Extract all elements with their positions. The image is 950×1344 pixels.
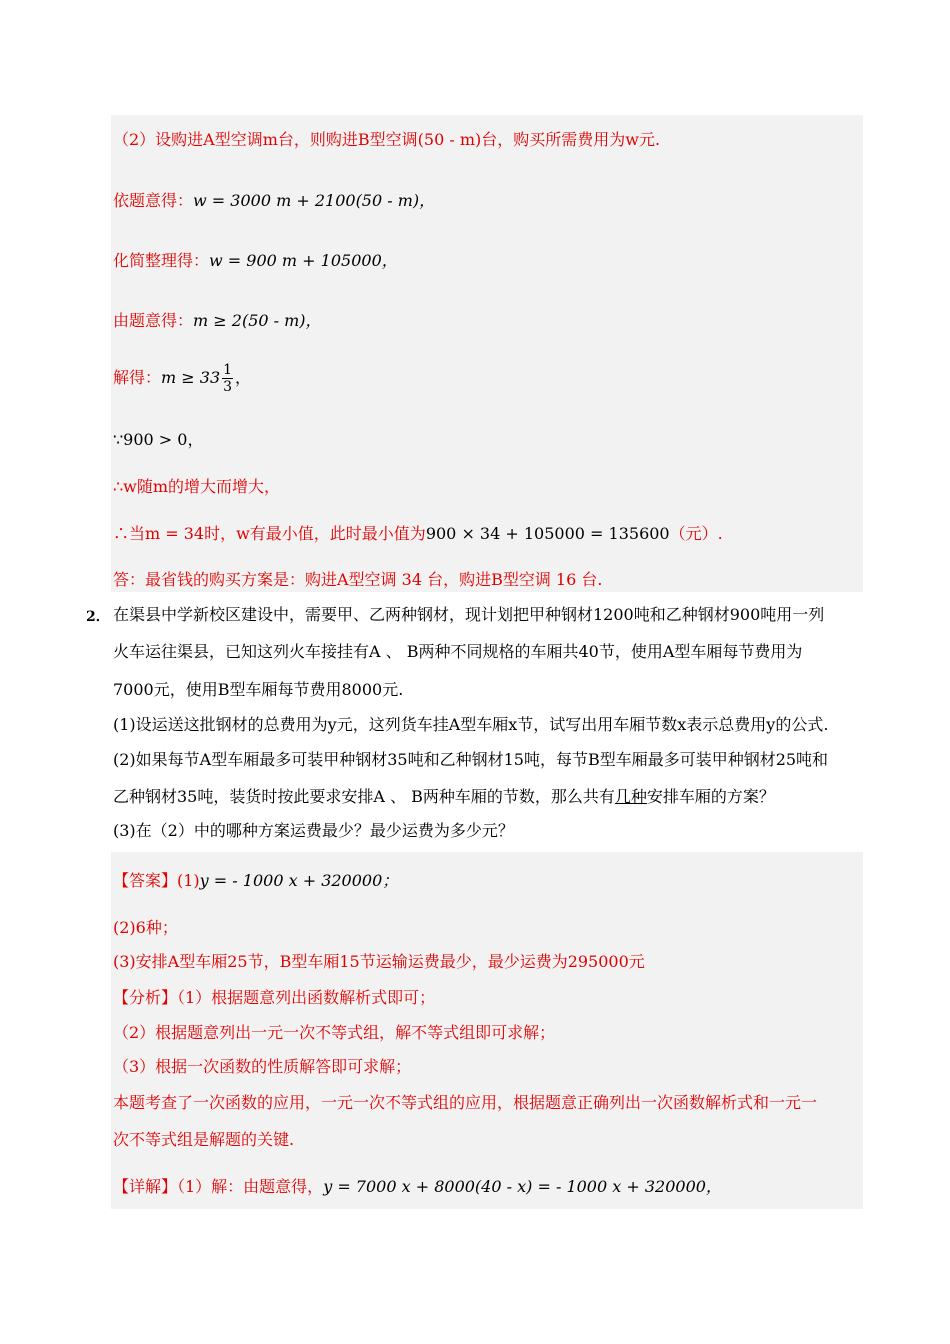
detail-line1 bbox=[113, 1176, 722, 1198]
label: 解得： bbox=[113, 368, 162, 387]
problem2-subq2b bbox=[113, 786, 775, 808]
underlined-text: 几种 bbox=[614, 787, 647, 806]
analysis-line3: （3）根据一次函数的性质解答即可求解； bbox=[113, 1057, 412, 1076]
analysis-line2: （2）根据题意列出一元一次不等式组，解不等式组即可求解； bbox=[113, 1023, 556, 1042]
answer-line1 bbox=[113, 870, 398, 892]
analysis-line4: 本题考查了一次函数的应用，一元一次不等式组的应用，根据题意正确列出一次函数解析式和一元一 bbox=[113, 1093, 818, 1112]
problem2-para1: 在渠县中学新校区建设中，需要甲、乙两种钢材，现计划把甲种钢材1200吨和乙种钢材900吨用一列 bbox=[113, 605, 825, 624]
solution1-line5 bbox=[113, 362, 251, 395]
solution1-line1: （2）设购进A型空调m台，则购进B型空调(50 - m)台，购买所需费用为w元. bbox=[113, 130, 661, 149]
equation: y = 7000 x + 8000(40 - x) = - 1000 x + 320000， bbox=[323, 1177, 722, 1196]
answer-line3: (3)安排A型车厢25节，B型车厢15节运输运费最少，最少运费为295000元 bbox=[113, 952, 645, 971]
unit: （元）. bbox=[669, 524, 723, 543]
label: 由题意得： bbox=[113, 311, 194, 330]
solution1-line8 bbox=[113, 523, 723, 545]
solution1-line2 bbox=[113, 190, 435, 212]
equation: y = - 1000 x + 320000； bbox=[199, 871, 399, 890]
answer-label: 【答案】(1) bbox=[113, 871, 200, 890]
label: 化简整理得： bbox=[113, 251, 210, 270]
problem2-para2: 火车运往渠县，已知这列火车接挂有A 、 B两种不同规格的车厢共40节，使用A型车厢每节费用为 bbox=[113, 642, 803, 661]
solution1-line7: ∴w随m的增大而增大， bbox=[113, 477, 281, 496]
inequality: m ≥ 33 bbox=[161, 368, 221, 387]
answer-line2: (2)6种； bbox=[113, 918, 178, 937]
solution1-answer: 答：最省钱的购买方案是：购进A型空调 34 台，购进B型空调 16 台. bbox=[113, 570, 603, 589]
problem2-para3: 7000元，使用B型车厢每节费用8000元. bbox=[113, 680, 404, 699]
problem2-subq1: (1)设运送这批钢材的总费用为y元，这列货车挂A型车厢x节，试写出用车厢节数x表示总费用y的公式. bbox=[113, 715, 829, 734]
inequality: m ≥ 2(50 - m)， bbox=[193, 311, 322, 330]
text: 乙种钢材35吨，装货时按此要求安排A 、 B两种车厢的节数，那么共有 bbox=[113, 787, 615, 806]
question-number: 2． bbox=[86, 609, 110, 625]
problem2-subq2a: (2)如果每节A型车厢最多可装甲种钢材35吨和乙种钢材15吨，每节B型车厢最多可装甲种钢材25吨和 bbox=[113, 750, 829, 769]
comma: ， bbox=[235, 368, 252, 387]
solution1-line4 bbox=[113, 310, 322, 332]
solution-panel-1 bbox=[111, 115, 863, 592]
equation: 900 × 34 + 105000 = 135600 bbox=[425, 524, 670, 543]
text: 安排车厢的方案？ bbox=[646, 787, 775, 806]
detail-label: 【详解】（1）解：由题意得， bbox=[113, 1177, 324, 1196]
label: 依题意得： bbox=[113, 191, 194, 210]
equation: w = 3000 m + 2100(50 - m)， bbox=[193, 191, 436, 210]
solution1-line3 bbox=[113, 250, 398, 272]
problem2-subq3: (3)在（2）中的哪种方案运费最少？最少运费为多少元？ bbox=[113, 821, 514, 840]
analysis-line1: 【分析】（1）根据题意列出函数解析式即可； bbox=[113, 988, 436, 1007]
analysis-line5: 次不等式组是解题的关键. bbox=[113, 1130, 295, 1149]
fraction: $\frac{1}{3}$ bbox=[223, 362, 233, 395]
equation: w = 900 m + 105000， bbox=[209, 251, 398, 270]
solution1-line6: ∵900 > 0， bbox=[113, 430, 204, 449]
text: ∴当m = 34时，w有最小值，此时最小值为 bbox=[113, 524, 426, 543]
